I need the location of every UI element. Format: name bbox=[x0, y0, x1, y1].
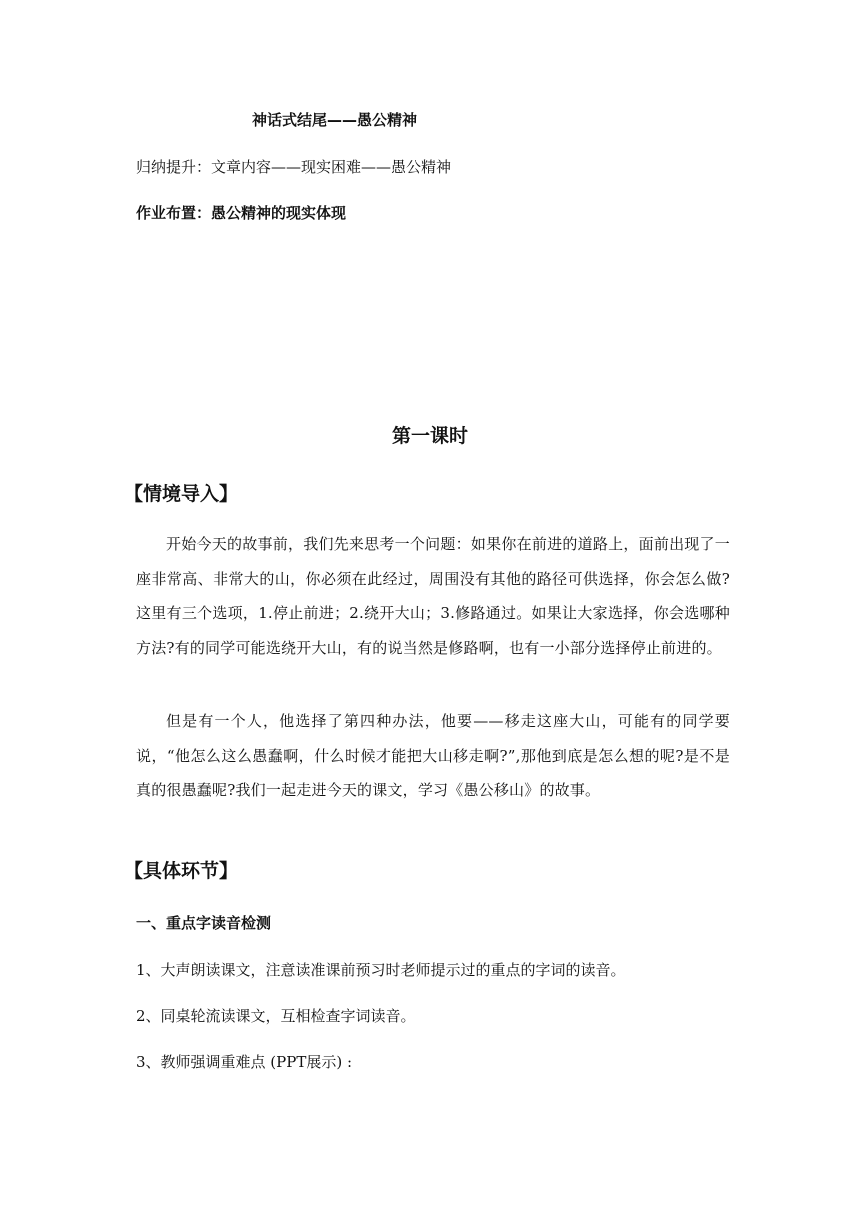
step-item-1: 1、大声朗读课文，注意读准课前预习时老师提示过的重点的字词的读音。 bbox=[136, 961, 626, 979]
subheading-pronunciation: 一、重点字读音检测 bbox=[136, 914, 272, 932]
step-item-2: 2、同桌轮流读课文，互相检查字词读音。 bbox=[136, 1007, 416, 1025]
summary-line-ending: 神话式结尾——愚公精神 bbox=[252, 111, 418, 129]
intro-paragraph-1: 开始今天的故事前，我们先来思考一个问题：如果你在前进的道路上，面前出现了一座非常高、非常大的山，你必须在此经过，周围没有其他的路径可供选择，你会怎么做?这里有三个选项，1.停止前进；2.绕开大山；3.修路通过。如果让大家选择，你会选哪种方法?有的同学可能选绕开大山，有的说当然是修路啊，也有一小部分选择停止前进的。 bbox=[136, 535, 730, 657]
summary-line-conclusion: 归纳提升：文章内容——现实困难——愚公精神 bbox=[136, 158, 452, 176]
lesson-title: 第一课时 bbox=[391, 425, 468, 447]
section-heading-steps: 【具体环节】 bbox=[124, 860, 239, 882]
section-heading-intro: 【情境导入】 bbox=[124, 483, 239, 505]
step-item-3: 3、教师强调重难点 (PPT展示) : bbox=[136, 1053, 353, 1071]
intro-paragraph-2: 但是有一个人，他选择了第四种办法，他要——移走这座大山，可能有的同学要说，“他怎么这么愚蠢啊，什么时候才能把大山移走啊?”,那他到底是怎么想的呢?是不是真的很愚蠢呢?我们一起走进今天的课文，学习《愚公移山》的故事。 bbox=[136, 712, 730, 799]
homework-line: 作业布置：愚公精神的现实体现 bbox=[136, 204, 347, 222]
